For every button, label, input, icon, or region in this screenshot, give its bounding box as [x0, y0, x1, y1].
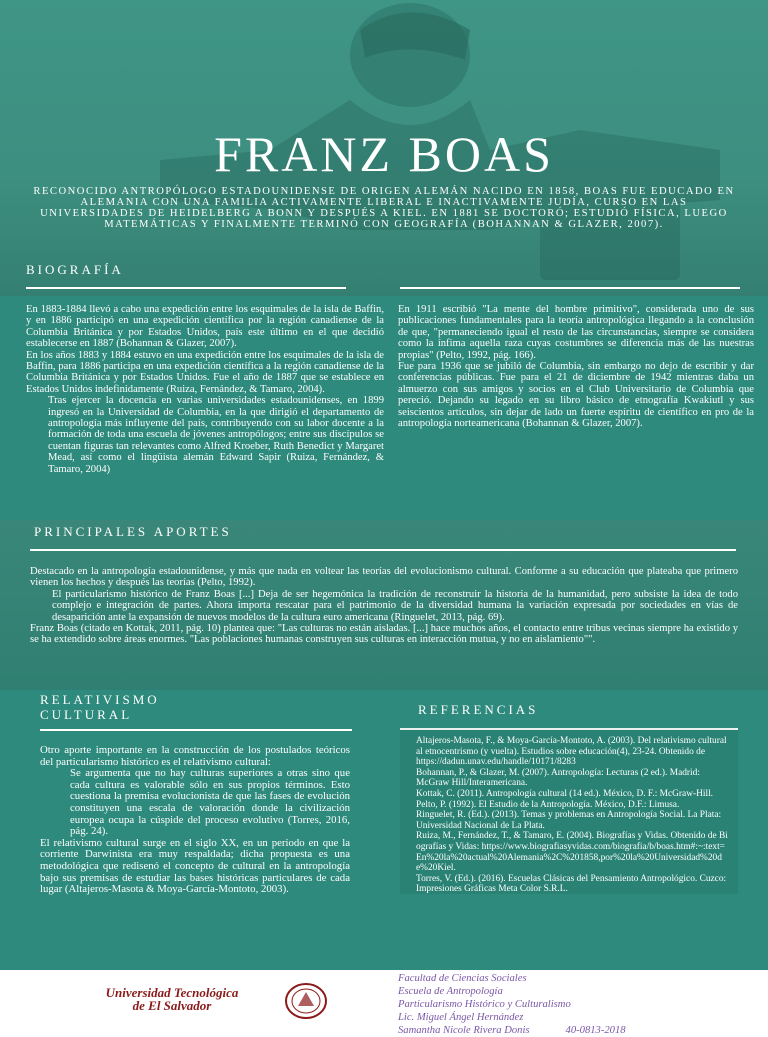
student-name: Samantha Nicole Rivera Donis — [398, 1025, 530, 1036]
university-name-line1: Universidad Tecnológica — [105, 985, 239, 1000]
biografia-rule — [26, 287, 346, 289]
bio-paragraph: En 1911 escribió "La mente del hombre primitivo", considerada uno de sus publicaciones fundamentales para la teoría antropológica llegando a la conclusión de que, "permaneciendo igual el resto de las circunstancias, siempre se considera como la ínfima aquella raza cuyas costumbres se diferencia más de las nuestras propias" (Pelto, 1992, pág. 166). — [398, 304, 754, 361]
bio-paragraph: Tras ejercer la docencia en varias universidades estadounidenses, en 1899 ingresó en la Universidad de Columbia, en la que dirigió el departamento de antropología más influyente del país, contribuyendo con su labor docente a la formación de toda una escuela de jóvenes antropólogos; entre sus discípulos se cuentan figuras tan relevantes como Alfred Kroeber, Ruth Benedict y Margaret Mead, así como el lingüista alemán Edward Sapir (Ruiza, Fernández, & Tamaro, 2004) — [48, 395, 384, 475]
referencias-heading: REFERENCIAS — [418, 702, 539, 717]
university-seal-icon — [284, 982, 328, 1020]
school-line: Escuela de Antropología — [398, 986, 503, 997]
aportes-paragraph: Destacado en la antropología estadounidense, y más que nada en voltear las teorías del evolucionismo cultural. Conforme a su educación que plateaba que primero vienen los hechos y después las teorías (Pelto, 1992). — [30, 566, 738, 589]
reference-item: Kottak, C. (2011). Antropología cultural (14 ed.). México, D. F.: McGraw-Hill. — [416, 788, 714, 799]
relativismo-paragraph: Se argumenta que no hay culturas superiores a otras sino que cada cultura es valorable sólo en sus propios términos. Esto cuestiona la premisa evolucionista de que las fases de evolución constituyen una escala de valoración donde la civilización europea ocupa la cúspide del proceso evolutivo (Torres, 2016, pág. 24). — [70, 767, 350, 838]
university-name-line2: de El Salvador — [132, 998, 212, 1013]
relativismo-text — [40, 745, 350, 896]
hero-section — [0, 0, 768, 296]
biografia-left-column — [26, 304, 384, 475]
relativismo-heading-line2: CULTURAL — [40, 707, 133, 722]
aportes-rule — [30, 549, 736, 551]
relativismo-heading — [40, 692, 160, 722]
university-logo — [62, 986, 282, 1012]
page-title: FRANZ BOAS — [214, 126, 554, 182]
aportes-paragraph: El particularismo histórico de Franz Boas [...] Deja de ser hegemónica la tradición de reconstruir la historia de la humanidad, pero subsiste la idea de todo complejo e integración de partes. Ahora importa rescatar para el patrimonio de la diversidad humana la variación expresada por sociedades en vías de desaparición ante la expansión de nuevos modelos de la cultura euro americana (Ringuelet, 2013, pág. 69). — [52, 588, 738, 623]
course-line: Particularismo Histórico y Culturalismo — [398, 999, 571, 1010]
referencias-list — [416, 736, 730, 895]
teacher-line: Lic. Miguel Ángel Hernández — [398, 1012, 524, 1023]
student-row — [398, 1024, 626, 1037]
reference-item: Altajeros-Masota, F., & Moya-García-Montoto, A. (2003). Del relativismo cultural al etnocentrismo (y vuelta). Estudios sobre educación(4), 23-24. Obtenido de https://dadun.unav.edu/handle/10171/8283 — [416, 736, 727, 768]
reference-item: Ruiza, M., Fernández, T., & Tamaro, E. (2004). Biografías y Vidas. Obtenido de Biografías y Vidas: https://www.biografiasyvidas.com/biografia/b/boas.htm#:~:text=En%20la%20actual%20Alemania%2C%201858,por%20la%20Universidad%20de%20Kiel. — [416, 831, 728, 874]
student-id: 40-0813-2018 — [565, 1025, 626, 1036]
bio-paragraph: En los años 1883 y 1884 estuvo en una expedición entre los esquimales de la isla de Baffin, para 1886 participa en una expedición científica a la región canadiense de la Columbia Británica y por Estados Unidos. Fue el año de 1887 que se establece en Estados Unidos indefinidamente (Ruiza, Fernández, & Tamaro, 2004). — [26, 349, 384, 395]
faculty-line: Facultad de Ciencias Sociales — [398, 973, 527, 984]
reference-item: Bohannan, P., & Glazer, M. (2007). Antropología: Lecturas (2 ed.). Madrid: McGraw Hill/Interamericana. — [416, 767, 700, 789]
relativismo-rule — [40, 729, 352, 731]
biografia-heading: BIOGRAFÍA — [26, 262, 124, 277]
relativismo-heading-line1: RELATIVISMO — [40, 692, 160, 707]
relativismo-paragraph: El relativismo cultural surge en el siglo XX, en un periodo en que la corriente Darwinista era muy respaldada; dicha propuesta es una metodológica que redisenó el concepto de cultural en la antropología bajo sus premisas de estudiar las bases históricas particulares de cada lugar (Altajeros-Masota & Moya-García-Montoto, 2003). — [40, 836, 350, 896]
bio-paragraph: Fue para 1936 que se jubiló de Columbia, sin embargo no dejo de escribir y dar conferencias públicas. Fue para el 21 de diciembre de 1942 mientras daba un almuerzo con sus amigos y socios en el Club Universitario de Columbia que pereció. Dejando su legado en su libro básico de etnografía Kwakiutl y sus seiscientos artículos, sin dejar de lado un fuerte espíritu de científico en pro de la antropología norteamericana (Bohannan & Glazer, 2007). — [398, 361, 754, 430]
biografia-rule-right — [400, 287, 740, 289]
footer-credits — [398, 972, 626, 1037]
aportes-heading: PRINCIPALES APORTES — [34, 524, 232, 539]
reference-item: Torres, V. (Ed.). (2016). Escuelas Clásicas del Pensamiento Antropológico. Cuzco: Impresiones Gráficas Meta Color S.R.L. — [416, 873, 727, 895]
bio-paragraph: En 1883-1884 llevó a cabo una expedición entre los esquimales de la isla de Baffin, y en 1886 participó en una expedición científica por la región canadiense de la Columbia Británica y por Estados Unidos, país este último en el que decidió establecerse en 1887 (Bohannan & Glazer, 2007). — [26, 304, 384, 350]
reference-item: Ringuelet, R. (Ed.). (2013). Temas y problemas en Antropología Social. La Plata: Universidad Nacional de La Plata. — [416, 810, 722, 831]
reference-item: Pelto, P. (1992). El Estudio de la Antropología. México, D.F.: Limusa. — [416, 799, 680, 810]
intro-text: RECONOCIDO ANTROPÓLOGO ESTADOUNIDENSE DE ORIGEN ALEMÁN NACIDO EN 1858, BOAS FUE EDUCADO EN ALEMANIA CON UNA FAMILIA ACTIVAMENTE LIBERAL E INACTIVAMENTE JUDÍA, CURSO EN LAS UNIVERSIDADES DE HEIDELBERG A BONN Y DESPUÉS A KIEL. EN 1881 SE DOCTORÓ; ESTUDIÓ FÍSICA, LUEGO MATEMÁTICAS Y FINALMENTE TERMINÓ CON GEOGRAFÍA (BOHANNAN & GLAZER, 2007). — [33, 186, 735, 230]
aportes-text — [30, 566, 738, 646]
relativismo-paragraph: Otro aporte importante en la construcción de los postulados teóricos del particularismo histórico es el relativismo cultural: — [40, 744, 350, 768]
biografia-right-column — [398, 304, 754, 429]
aportes-paragraph: Franz Boas (citado en Kottak, 2011, pág. 10) plantea que: "Las culturas no están aisladas. [...] hace muchos años, el contacto entre tribus vecinas siempre ha existido y se ha extendido sobre áreas enormes. "Las poblaciones humanas construyen sus culturas en interacción mutua, y no en aislamiento"". — [30, 623, 738, 646]
